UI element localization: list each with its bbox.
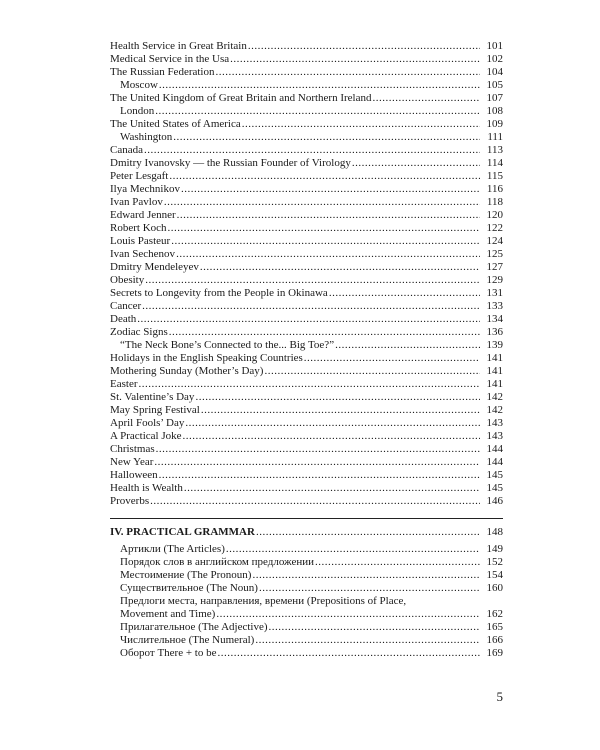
section-divider xyxy=(110,518,503,519)
toc-leader xyxy=(230,53,480,66)
toc-page-number: 144 xyxy=(486,443,503,455)
toc-leader xyxy=(154,456,480,469)
toc-label: Movement and Time) xyxy=(120,608,216,620)
toc-label: Christmas xyxy=(110,443,155,455)
toc-leader xyxy=(215,66,480,79)
toc-entry-line xyxy=(120,595,503,608)
toc-label: The United States of America xyxy=(110,118,241,130)
toc-entry[interactable] xyxy=(110,456,503,469)
toc-page-number: 143 xyxy=(486,430,503,442)
toc-leader xyxy=(329,287,480,300)
toc-page-number: 144 xyxy=(486,456,503,468)
toc-leader xyxy=(256,526,480,539)
toc-entry[interactable] xyxy=(120,634,503,647)
toc-leader xyxy=(352,157,480,170)
toc-leader xyxy=(168,222,480,235)
toc-entry[interactable] xyxy=(120,647,503,660)
toc-entry[interactable] xyxy=(110,92,503,105)
toc-entry[interactable] xyxy=(110,274,503,287)
toc-label: Obesity xyxy=(110,274,145,286)
toc-label: St. Valentine’s Day xyxy=(110,391,195,403)
toc-page-number: 118 xyxy=(486,196,503,208)
toc-entry[interactable] xyxy=(110,404,503,417)
toc-entry[interactable] xyxy=(110,365,503,378)
toc-label: Артикли (The Articles) xyxy=(120,543,225,555)
toc-leader xyxy=(372,92,480,105)
toc-entry[interactable] xyxy=(120,569,503,582)
toc-label: Cancer xyxy=(110,300,142,312)
toc-label: Dmitry Mendeleyev xyxy=(110,261,199,273)
toc-leader xyxy=(259,582,480,595)
toc-leader xyxy=(304,352,480,365)
toc-entry[interactable] xyxy=(110,300,503,313)
toc-label: “The Neck Bone’s Connected to the... Big Toe?” xyxy=(120,339,335,351)
toc-label: Числительное (The Numeral) xyxy=(120,634,255,646)
toc-label: Death xyxy=(110,313,137,325)
toc-label: Proverbs xyxy=(110,495,150,507)
table-of-contents xyxy=(110,40,503,660)
toc-entry[interactable] xyxy=(110,196,503,209)
toc-entry[interactable] xyxy=(110,378,503,391)
toc-label: Оборот There + to be xyxy=(120,647,217,659)
toc-label: Существительное (The Noun) xyxy=(120,582,258,594)
toc-leader xyxy=(137,313,480,326)
toc-entry[interactable] xyxy=(110,105,503,118)
toc-label: Местоимение (The Pronoun) xyxy=(120,569,252,581)
toc-page-number: 127 xyxy=(486,261,503,273)
toc-leader xyxy=(216,608,480,621)
toc-page-number: 125 xyxy=(486,248,503,260)
toc-label: A Practical Joke xyxy=(110,430,182,442)
toc-leader xyxy=(248,40,480,53)
toc-entry[interactable] xyxy=(110,79,503,92)
toc-leader xyxy=(177,209,480,222)
toc-leader xyxy=(185,417,480,430)
toc-page-number: 105 xyxy=(486,79,503,91)
toc-page-number: 152 xyxy=(486,556,503,568)
toc-leader xyxy=(164,196,480,209)
toc-entry[interactable] xyxy=(110,417,503,430)
toc-label: Zodiac Signs xyxy=(110,326,168,338)
toc-entry[interactable] xyxy=(120,608,503,621)
toc-page-number: 109 xyxy=(486,118,503,130)
toc-page-number: 146 xyxy=(486,495,503,507)
toc-page-number: 142 xyxy=(486,391,503,403)
toc-page-number: 122 xyxy=(486,222,503,234)
toc-leader xyxy=(269,621,481,634)
toc-entry[interactable] xyxy=(110,170,503,183)
toc-label: Ivan Sechenov xyxy=(110,248,176,260)
toc-label: Mothering Sunday (Mother’s Day) xyxy=(110,365,264,377)
toc-page-number: 169 xyxy=(486,647,503,659)
toc-label: Canada xyxy=(110,144,143,156)
toc-page-number: 113 xyxy=(486,144,503,156)
toc-entry[interactable] xyxy=(110,495,503,508)
toc-leader xyxy=(242,118,480,131)
toc-entry[interactable] xyxy=(110,40,503,53)
toc-label: Medical Service in the Usa xyxy=(110,53,230,65)
toc-page-number: 139 xyxy=(486,339,503,351)
toc-entry[interactable] xyxy=(120,621,503,634)
toc-label: Dmitry Ivanovsky — the Russian Founder of Virology xyxy=(110,157,351,169)
toc-page-number: 107 xyxy=(486,92,503,104)
toc-entry[interactable] xyxy=(110,144,503,157)
toc-entry[interactable] xyxy=(110,248,503,261)
toc-page-number: 149 xyxy=(486,543,503,555)
toc-leader xyxy=(335,339,480,352)
toc-page-number: 142 xyxy=(486,404,503,416)
toc-page-number: 115 xyxy=(486,170,503,182)
toc-leader xyxy=(195,391,480,404)
toc-leader xyxy=(182,430,480,443)
toc-leader xyxy=(173,131,480,144)
toc-page-number: 160 xyxy=(486,582,503,594)
toc-leader xyxy=(200,261,480,274)
toc-entry[interactable] xyxy=(110,131,503,144)
toc-page-number: 108 xyxy=(486,105,503,117)
toc-entry[interactable] xyxy=(110,391,503,404)
toc-leader xyxy=(176,248,480,261)
toc-label: Easter xyxy=(110,378,138,390)
toc-entry[interactable] xyxy=(110,222,503,235)
toc-entry[interactable] xyxy=(110,261,503,274)
toc-entry[interactable] xyxy=(110,157,503,170)
toc-leader xyxy=(169,170,480,183)
toc-entry[interactable] xyxy=(110,430,503,443)
toc-page-number: 102 xyxy=(486,53,503,65)
toc-label: May Spring Festival xyxy=(110,404,200,416)
toc-page-number: 141 xyxy=(486,365,503,377)
toc-entry[interactable] xyxy=(110,287,503,300)
toc-label: Louis Pasteur xyxy=(110,235,171,247)
toc-leader xyxy=(181,183,480,196)
toc-leader xyxy=(144,144,480,157)
toc-leader xyxy=(184,482,480,495)
toc-page-number: 120 xyxy=(486,209,503,221)
toc-label: Health Service in Great Britain xyxy=(110,40,247,52)
toc-page-number: 129 xyxy=(486,274,503,286)
toc-page-number: 145 xyxy=(486,469,503,481)
toc-entry[interactable] xyxy=(110,313,503,326)
toc-leader xyxy=(226,543,480,556)
toc-section-heading[interactable] xyxy=(110,526,503,539)
toc-leader xyxy=(150,495,480,508)
toc-label: Ilya Mechnikov xyxy=(110,183,180,195)
toc-leader xyxy=(159,79,480,92)
toc-label: Washington xyxy=(120,131,173,143)
toc-leader xyxy=(159,469,480,482)
toc-entry[interactable] xyxy=(110,482,503,495)
toc-leader xyxy=(264,365,480,378)
toc-list-part1 xyxy=(110,40,503,508)
toc-page-number: 162 xyxy=(486,608,503,620)
toc-leader xyxy=(142,300,480,313)
toc-label: The United Kingdom of Great Britain and Northern Ireland xyxy=(110,92,372,104)
toc-page-number: 116 xyxy=(486,183,503,195)
toc-label: Предлоги места, направления, времени (Prepositions of Place, xyxy=(120,595,407,607)
toc-label: April Fools’ Day xyxy=(110,417,185,429)
toc-entry[interactable] xyxy=(110,469,503,482)
toc-page-number: 104 xyxy=(486,66,503,78)
toc-label: New Year xyxy=(110,456,154,468)
toc-label: Прилагательное (The Adjective) xyxy=(120,621,268,633)
toc-leader xyxy=(201,404,480,417)
toc-label: Порядок слов в английском предложении xyxy=(120,556,315,568)
toc-leader xyxy=(252,569,480,582)
toc-label: The Russian Federation xyxy=(110,66,215,78)
toc-label: Ivan Pavlov xyxy=(110,196,163,208)
toc-page-number: 141 xyxy=(486,352,503,364)
toc-entry[interactable] xyxy=(110,183,503,196)
toc-entry[interactable] xyxy=(120,582,503,595)
toc-page-number: 114 xyxy=(486,157,503,169)
page-number: 5 xyxy=(496,689,503,704)
toc-label: London xyxy=(120,105,155,117)
toc-entry[interactable] xyxy=(110,443,503,456)
toc-entry[interactable] xyxy=(120,556,503,569)
toc-page-number: 133 xyxy=(486,300,503,312)
toc-page-number: 136 xyxy=(486,326,503,338)
toc-leader xyxy=(169,326,480,339)
toc-label: IV. PRACTICAL GRAMMAR xyxy=(110,526,255,538)
toc-page-number: 145 xyxy=(486,482,503,494)
toc-page-number: 124 xyxy=(486,235,503,247)
toc-label: Halloween xyxy=(110,469,158,481)
toc-entry[interactable] xyxy=(110,352,503,365)
toc-label: Secrets to Longevity from the People in Okinawa xyxy=(110,287,328,299)
toc-entry[interactable] xyxy=(110,118,503,131)
toc-leader xyxy=(145,274,480,287)
toc-entry[interactable] xyxy=(110,339,503,352)
toc-label: Edward Jenner xyxy=(110,209,176,221)
toc-page-number: 101 xyxy=(486,40,503,52)
toc-page-number: 141 xyxy=(486,378,503,390)
toc-entry[interactable] xyxy=(110,235,503,248)
toc-label: Moscow xyxy=(120,79,158,91)
toc-page-number: 148 xyxy=(486,526,503,538)
toc-label: Holidays in the English Speaking Countries xyxy=(110,352,303,364)
toc-page-number: 131 xyxy=(486,287,503,299)
toc-page-number: 165 xyxy=(486,621,503,633)
toc-leader xyxy=(155,105,480,118)
toc-leader xyxy=(156,443,480,456)
toc-leader xyxy=(315,556,480,569)
toc-entry[interactable] xyxy=(110,66,503,79)
toc-entry[interactable] xyxy=(110,209,503,222)
toc-page-number: 111 xyxy=(487,131,503,143)
toc-leader xyxy=(255,634,480,647)
toc-list-grammar xyxy=(110,543,503,660)
toc-page-number: 143 xyxy=(486,417,503,429)
toc-entry[interactable] xyxy=(110,326,503,339)
toc-page-number: 166 xyxy=(486,634,503,646)
toc-leader xyxy=(138,378,480,391)
toc-leader xyxy=(171,235,480,248)
toc-label: Peter Lesgaft xyxy=(110,170,169,182)
toc-page-number: 154 xyxy=(486,569,503,581)
toc-entry[interactable] xyxy=(120,543,503,556)
toc-leader xyxy=(218,647,481,660)
toc-entry[interactable] xyxy=(110,53,503,66)
toc-page-number: 134 xyxy=(486,313,503,325)
toc-label: Health is Wealth xyxy=(110,482,183,494)
toc-label: Robert Koch xyxy=(110,222,167,234)
